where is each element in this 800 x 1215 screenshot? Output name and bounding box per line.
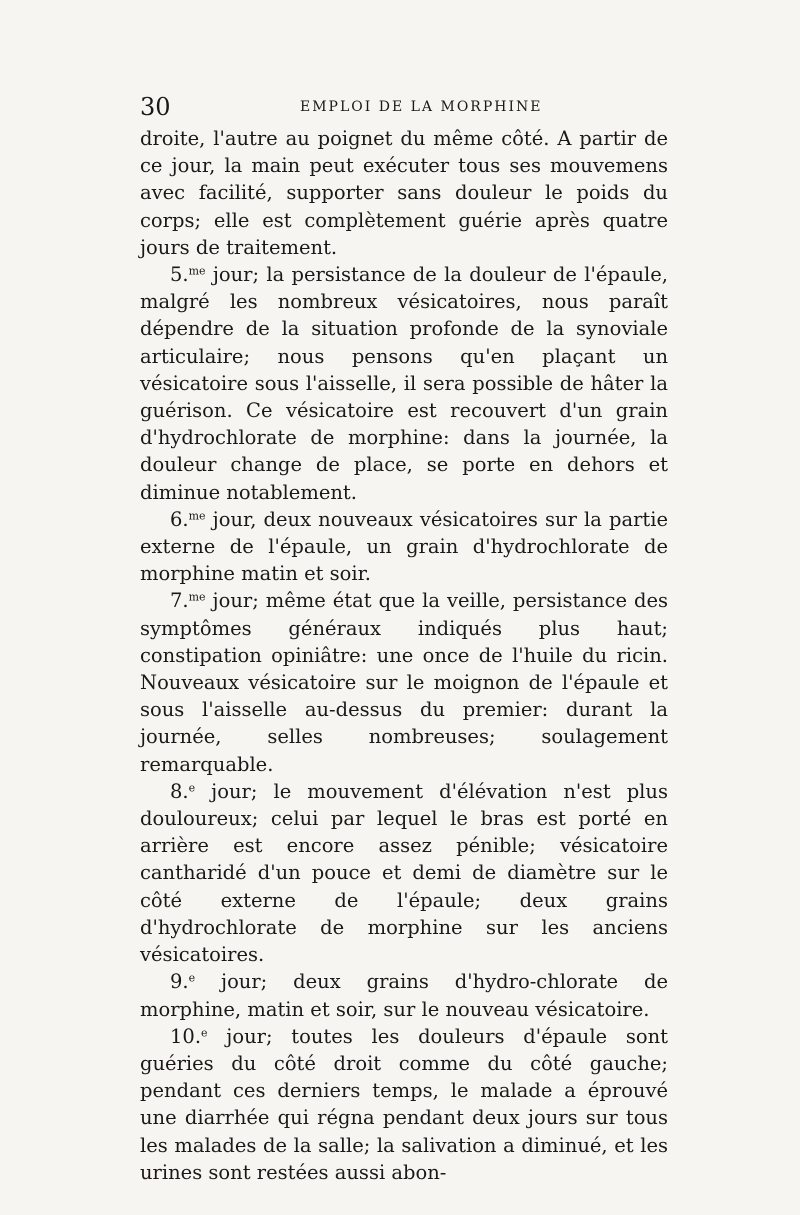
day-number: 7. (170, 589, 189, 613)
paragraph-text: jour; le mouvement d'élévation n'est plus douloureux; celui par lequel le bras est porté en arrière est encore assez pénible; vésicatoire cantharidé d'un pouce et demi de diamètre sur le côté externe de l'épaule; deux grains d'hydrochlorate de morphine sur les anciens vésicatoires. (140, 779, 668, 967)
paragraph-day-5 (140, 261, 668, 506)
day-number: 8. (170, 779, 189, 803)
paragraph-text: jour; la persistance de la douleur de l'épaule, malgré les nombreux vésicatoires, nous paraît dépendre de la situation profonde de la synoviale articulaire; nous pensons qu'en plaçant un vésicatoire sous l'aisselle, il sera possible de hâter la guérison. Ce vésicatoire est recouvert d'un grain d'hydrochlorate de morphine: dans la journée, la douleur change de place, se porte en dehors et diminue notablement. (140, 263, 668, 504)
day-number: 10. (170, 1024, 202, 1048)
paragraph-text: jour; deux grains d'hydro-chlorate de morphine, matin et soir, sur le nouveau vésicatoire. (140, 970, 668, 1021)
paragraph-text: jour, deux nouveaux vésicatoires sur la partie externe de l'épaule, un grain d'hydrochlorate de morphine matin et soir. (140, 507, 668, 586)
day-number: 6. (170, 507, 189, 531)
body-text (140, 125, 668, 1186)
ordinal-suffix: e (188, 971, 196, 985)
day-number: 5. (170, 263, 189, 287)
paragraph-continuation (140, 125, 668, 261)
page-number: 30 (140, 93, 171, 121)
running-title: EMPLOI DE LA MORPHINE (300, 99, 543, 115)
ordinal-suffix: me (188, 509, 206, 523)
ordinal-suffix: me (188, 590, 206, 604)
paragraph-day-8 (140, 778, 668, 968)
paragraph-text: droite, l'autre au poignet du même côté. A partir de ce jour, la main peut exécuter tous ses mouvemens avec facilité, supporter sans douleur le poids du corps; elle est complètement guérie après quatre jours de traitement. (140, 127, 668, 259)
paragraph-day-7 (140, 587, 668, 777)
ordinal-suffix: e (188, 781, 196, 795)
paragraph-day-9 (140, 968, 668, 1022)
ordinal-suffix: me (188, 264, 206, 278)
running-head (140, 93, 665, 121)
paragraph-text: jour; toutes les douleurs d'épaule sont guéries du côté droit comme du côté gauche; pendant ces derniers temps, le malade a éprouvé une diarrhée qui régna pendant deux jours sur tous les malades de la salle; la salivation a diminué, et les urines sont restées aussi abon- (140, 1024, 668, 1184)
ordinal-suffix: e (201, 1026, 208, 1040)
day-number: 9. (170, 970, 189, 994)
paragraph-text: jour; même état que la veille, persistance des symptômes généraux indiqués plus haut; constipation opiniâtre: une once de l'huile du ricin. Nouveaux vésicatoire sur le moignon de l'épaule et sous l'aisselle au-dessus du premier: durant la journée, selles nombreuses; soulagement remarquable. (140, 589, 668, 776)
paragraph-day-10 (140, 1023, 668, 1186)
paragraph-day-6 (140, 506, 668, 588)
